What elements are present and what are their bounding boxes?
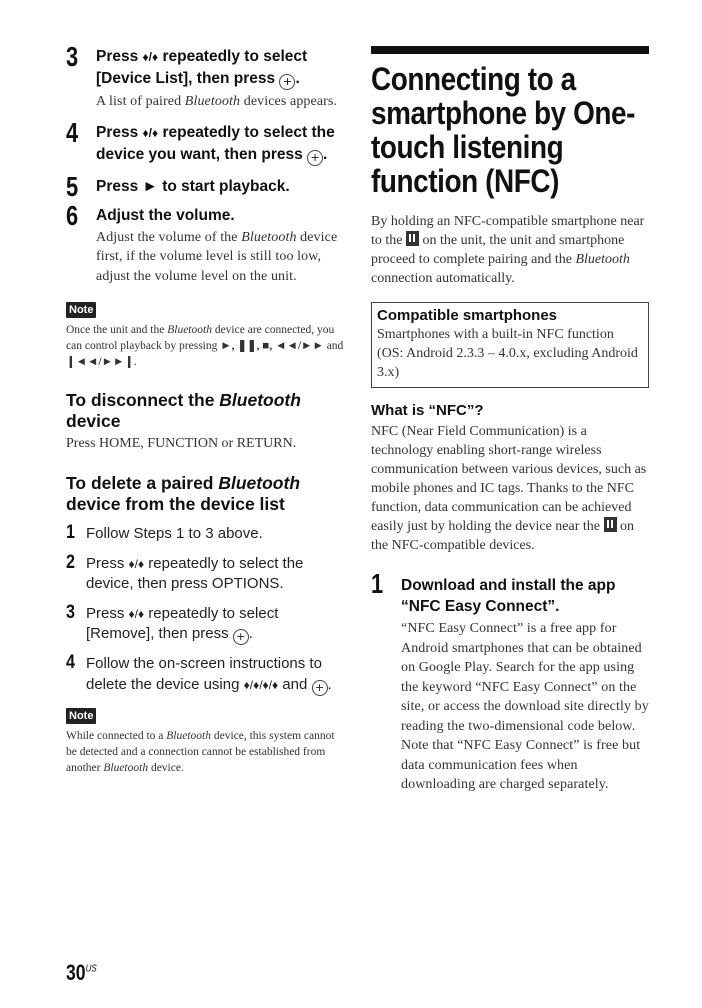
four-way-arrows-icon: ♦/♦/♦/♦	[243, 677, 279, 692]
right-column	[371, 46, 649, 795]
step-3	[66, 41, 344, 112]
step-title: Adjust the volume.	[96, 206, 235, 224]
step-title: Press ► to start playback.	[96, 177, 290, 195]
disconnect-section	[66, 390, 344, 453]
left-column	[66, 41, 344, 776]
up-down-arrows-icon: ♦/♦	[128, 556, 145, 571]
n-mark-icon	[406, 231, 419, 246]
note-1	[66, 290, 344, 370]
intro-text: By holding an NFC-compatible smartphone near to the on the unit, the unit and smartphone proceed to complete pairing and the Bluetooth connection automatically.	[371, 214, 645, 286]
enter-button-icon: +	[279, 74, 295, 90]
up-down-arrows-icon: ♦/♦	[142, 50, 159, 64]
what-is-nfc-body: NFC (Near Field Communication) is a technology enabling short-range wireless communication between various devices, such as mobile phones and IC tags. Thanks to the NFC function, data communication can be achieved easily just by holding the device near the on the NFC-compatible devices.	[371, 424, 647, 553]
delete-step-1	[66, 524, 344, 545]
nfc-step-1	[371, 568, 649, 795]
step-text: Press ♦/♦ repeatedly to select the device, then press OPTIONS.	[86, 554, 304, 592]
play-icon: ►	[142, 177, 158, 195]
step-number: 1	[371, 568, 384, 599]
step-number: 3	[66, 601, 75, 623]
step-number: 5	[66, 170, 79, 202]
step-number: 1	[66, 522, 75, 543]
section-body: Press HOME, FUNCTION or RETURN.	[66, 436, 297, 451]
section-heading: To delete a paired Bluetooth device from the device list	[66, 473, 301, 514]
step-5	[66, 170, 344, 202]
n-mark-icon	[604, 517, 617, 532]
step-number: 4	[66, 652, 75, 673]
delete-section	[66, 473, 344, 696]
note-badge: Note	[66, 302, 96, 318]
note-2	[66, 696, 344, 776]
delete-step-3	[66, 601, 344, 646]
step-description: “NFC Easy Connect” is a free app for Android smartphones that can be obtained on Google Play. Search for the app using the keyword “NFC Easy Connect” on the site, or access the download site directly by reading the two-dimensional code below.	[401, 621, 649, 734]
step-4	[66, 116, 344, 166]
up-down-arrows-icon: ♦/♦	[142, 125, 159, 140]
step-description: Adjust the volume of the Bluetooth device first, if the volume level is still too low, adjust the volume level on the unit.	[96, 229, 338, 284]
section-rule	[371, 46, 649, 54]
step-text: Press ♦/♦ repeatedly to select [Remove], then press + .	[86, 604, 279, 643]
enter-button-icon: +	[233, 629, 249, 645]
step-note: Note that “NFC Easy Connect” is free but data communication fees when downloading are charged separately.	[401, 738, 641, 792]
step-title: Download and install the app “NFC Easy Connect”.	[401, 577, 616, 615]
box-body: Smartphones with a built-in NFC function (OS: Android 2.3.3 – 4.0.x, excluding Android 3.x)	[377, 327, 638, 380]
delete-step-2	[66, 551, 344, 595]
what-is-nfc-heading: What is “NFC”?	[371, 402, 484, 419]
playback-control-icons: ►, ❚❚, ■, ◄◄/►►	[220, 340, 324, 352]
note-text: Once the unit and the Bluetooth device are connected, you can control playback by pressing ►, ❚❚, ■, ◄◄/►► and ❙◄◄/►►❙.	[66, 324, 344, 368]
enter-button-icon: +	[307, 150, 323, 166]
region-code: US	[85, 963, 97, 975]
step-number: 2	[66, 551, 75, 573]
note-badge: Note	[66, 708, 96, 724]
compatible-smartphones-box	[371, 302, 649, 388]
step-title: Press ♦/♦ repeatedly to select [Device List], then press + .	[96, 48, 308, 88]
step-number: 3	[66, 41, 79, 72]
step-title: Press ♦/♦ repeatedly to select the device you want, then press + .	[96, 123, 335, 164]
delete-step-4	[66, 654, 344, 696]
box-title: Compatible smartphones	[377, 307, 558, 324]
enter-button-icon: +	[312, 680, 328, 696]
step-number: 4	[66, 116, 79, 148]
step-description: A list of paired Bluetooth devices appears.	[96, 94, 338, 109]
up-down-arrows-icon: ♦/♦	[128, 606, 145, 621]
skip-icons: ❙◄◄/►►❙	[66, 356, 134, 368]
page-number: $30^{US}$	[66, 960, 97, 985]
step-text: Follow Steps 1 to 3 above.	[86, 525, 263, 542]
note-text: While connected to a Bluetooth device, this system cannot be detected and a connection cannot be established from another Bluetooth device.	[66, 729, 335, 774]
section-heading: To disconnect the Bluetooth device	[66, 390, 301, 431]
step-text: Follow the on-screen instructions to delete the device using ♦/♦/♦/♦ and + .	[86, 655, 332, 694]
step-number: 6	[66, 199, 79, 231]
step-6	[66, 199, 344, 287]
page-title: Connecting to a smartphone by One-touch listening function (NFC)	[371, 61, 636, 199]
